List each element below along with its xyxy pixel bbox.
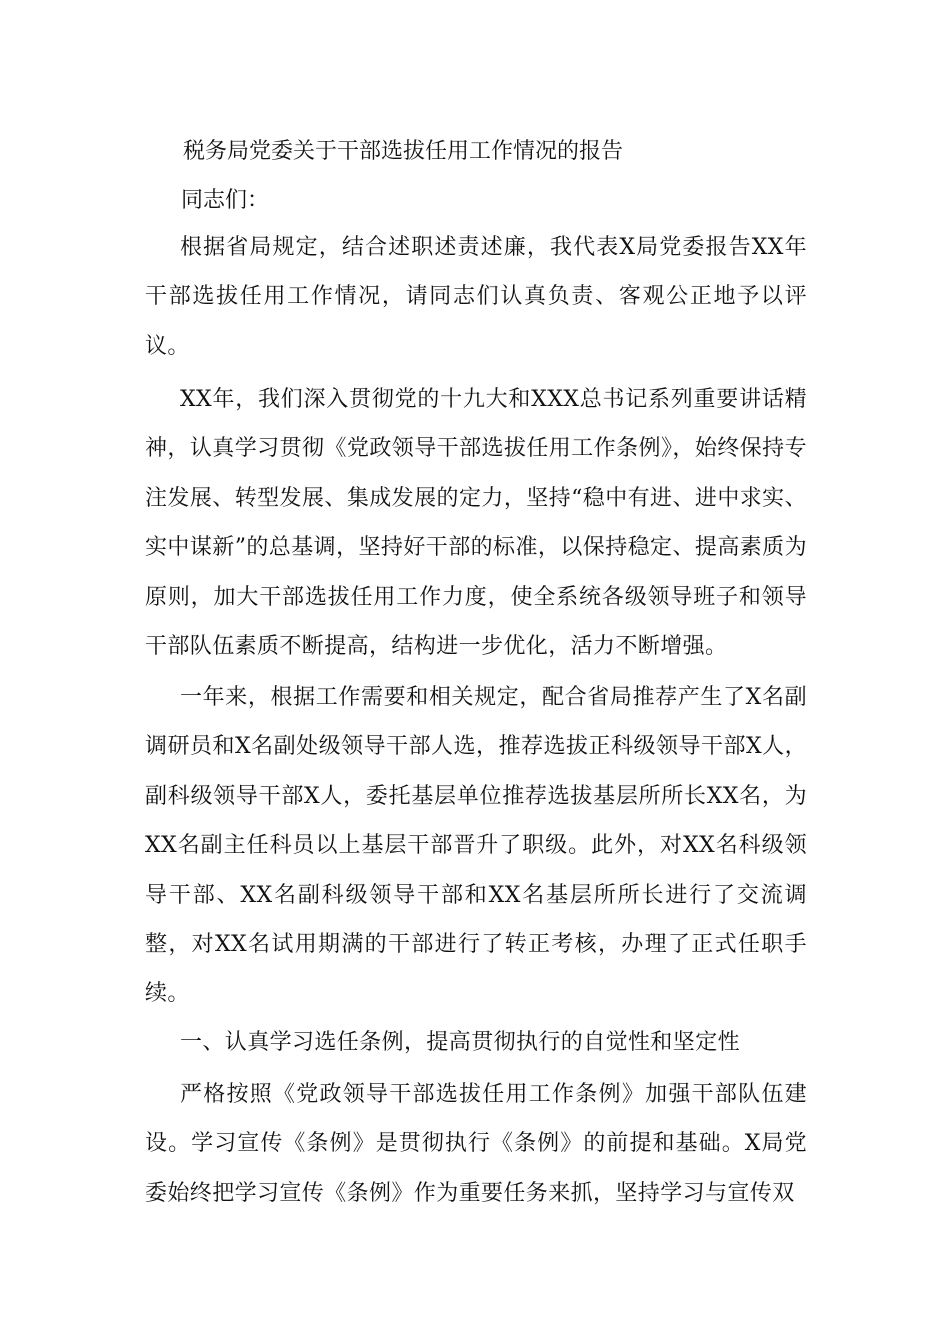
paragraph-overview: XX年，我们深入贯彻党的十九大和XXX总书记系列重要讲话精神，认真学习贯彻《党政领导干部选拔任用工作条例》，始终保持专注发展、转型发展、集成发展的定力，坚持“稳中有进、进中求实、实中谋新”的总基调，坚持好干部的标准，以保持稳定、提高素质为原则，加大干部选拔任用工作力度，使全系统各级领导班子和领导干部队伍素质不断提高，结构进一步优化，活力不断增强。 [145, 387, 807, 660]
paragraph-statistics: 一年来，根据工作需要和相关规定，配合省局推荐产生了X名副调研员和X名副处级领导干部人选，推荐选拔正科级领导干部X人，副科级领导干部X人，委托基层单位推荐选拔基层所所长XX名，为XX名副主任科员以上基层干部晋升了职级。此外，对XX名科级领导干部、XX名副科级领导干部和XX名基层所所长进行了交流调整，对XX名试用期满的干部进行了转正考核，办理了正式任职手续。 [145, 685, 807, 1007]
salutation: 同志们： [181, 188, 270, 213]
paragraph-intro: 根据省局规定，结合述职述责述廉，我代表X局党委报告XX年干部选拔任用工作情况，请同志们认真负责、客观公正地予以评议。 [145, 235, 807, 359]
paragraph-section-one: 严格按照《党政领导干部选拔任用工作条例》加强干部队伍建设。学习宣传《条例》是贯彻执行《条例》的前提和基础。X局党委始终把学习宣传《条例》作为重要任务来抓，坚持学习与宣传双 [145, 1082, 807, 1206]
section-heading: 一、认真学习选任条例，提高贯彻执行的自觉性和坚定性 [180, 1030, 741, 1055]
document-title: 税务局党委关于干部选拔任用工作情况的报告 [183, 139, 624, 164]
